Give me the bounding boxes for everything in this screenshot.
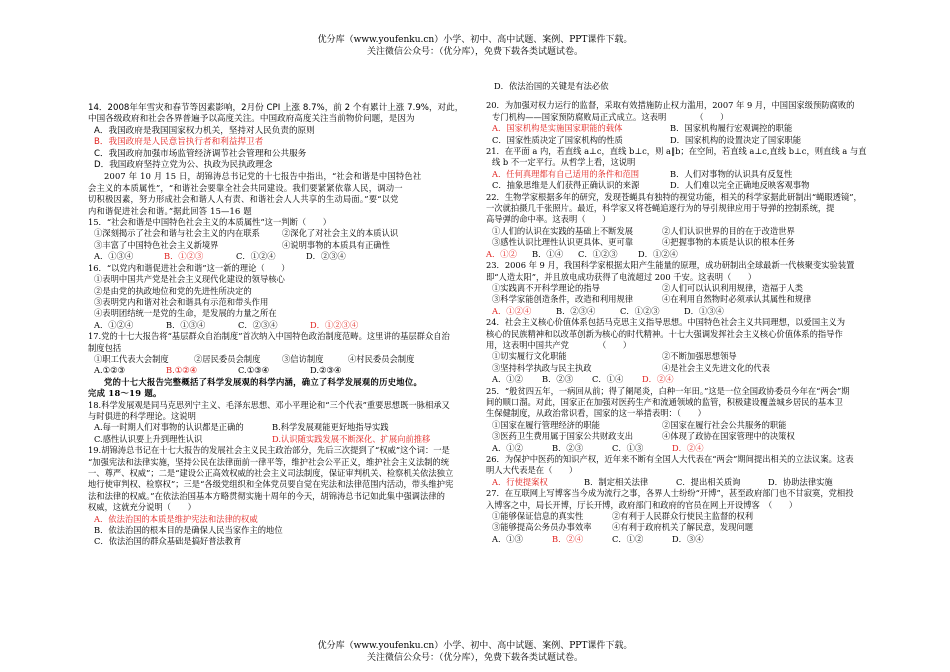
q18-option-a: A.每一时期人们对事物的认识都是正确的 xyxy=(94,422,244,433)
q22-item-3: ③感性认识比理性认识更具体、更可靠 xyxy=(492,237,634,248)
page-footer xyxy=(0,640,950,664)
intro-line3: 切积极因素，努力形成社会和谐人人有责、和谐社会人人共享的生动局面。”要“以党 xyxy=(88,194,399,205)
footer-line-2: 关注微信公众号：（优分库），免费下载各类试题试卷。 xyxy=(366,653,583,663)
q22-option-a: A．①② xyxy=(486,248,517,259)
header-line-2: 关注微信公众号：（优分库），免费下载各类试题试卷。 xyxy=(366,47,583,57)
q27-item-3: ③能够提高公务员办事效率 xyxy=(492,522,592,533)
q27-option-d: D．③④ xyxy=(672,533,704,544)
q25-stem-line2: 间的顺口溜。对此，国家正在加强对医药生产和流通领域的监管，积极建设覆盖城乡居民的基本卫 xyxy=(486,396,843,407)
q18-option-d: D.认识随实践发展不断深化、扩展向前推移 xyxy=(272,433,431,444)
q16-stem: 16．“以党内和谐促进社会和谐”这一新的理论（ ） xyxy=(88,262,290,273)
q16-item-4: ④表明团结统一是党的生命，是发展的力量之所在 xyxy=(94,308,277,319)
question-17 xyxy=(88,331,476,377)
q22-option-d: D．①②④ xyxy=(638,248,678,259)
q17-item-3: ③信访制度 xyxy=(282,353,324,364)
q19-stem-line4: 地行使审判权、检察权”；三是“各级党组织和全体党员要自觉在宪法和法律范围内活动，带头维护宪 xyxy=(88,479,454,490)
q14-option-d: D．我国政府坚持立党为公、执政为民执政理念 xyxy=(94,160,273,171)
q25-stem-line3: 生保健制度，从政治常识看，国家的这一举措表明：（ ） xyxy=(486,408,706,419)
q20-option-c: C．国家性质决定了国家机构的性质 xyxy=(492,134,623,145)
q14-stem-line1: 14．2008年年雪灾和春节等因素影响，2月份 CPI 上涨 8.7%，前 2 个有累计上涨 7.9%，对此， xyxy=(88,103,464,113)
q23-option-b: B．②③④ xyxy=(556,305,596,316)
intro-passage xyxy=(88,171,476,217)
q24-item-4: ④是社会主义先进文化的代表 xyxy=(662,362,770,373)
q17-item-1: ①职工代表大会制度 xyxy=(94,353,169,364)
question-15 xyxy=(88,217,476,263)
q16-option-c: C．②③④ xyxy=(238,319,278,330)
q27-stem-line2: 入博客之中，局长开博，厅长开博，政府部门和政府的官员在网上开设博客 （ ） xyxy=(486,499,798,510)
q25-item-1: ①国家在履行管理经济的职能 xyxy=(492,419,600,430)
q25-option-d: D．②④ xyxy=(672,442,704,453)
q16-option-d: D．①②③④ xyxy=(310,319,359,330)
question-24 xyxy=(486,317,866,385)
q27-stem-line1: 27．在互联网上写博客当今成为流行之事，各界人士纷纷“开博”，甚至政府部门也不甘寂寞，党相投 xyxy=(486,488,854,499)
question-22 xyxy=(486,192,866,260)
q17-option-d: D.②③④ xyxy=(310,365,342,376)
q24-item-3: ③坚持科学执政与民主执政 xyxy=(492,362,592,373)
q26-option-d: D．协助法律实施 xyxy=(768,476,833,487)
q15-stem: 15．“社会和谐是中国特色社会主义的本质属性”这一判断（ ） xyxy=(88,217,332,228)
q24-option-c: C．①④ xyxy=(592,374,624,385)
q14-option-b: B．我国政府是人民意旨执行者和利益捍卫者 xyxy=(94,137,264,148)
page-header xyxy=(0,34,950,58)
q17-option-c: C.①③④ xyxy=(238,365,270,376)
q21-option-c: C．抽象思维是人们获得正确认识的来源 xyxy=(492,180,640,191)
q19-option-c: C．依法治国的群众基础是搞好普法教育 xyxy=(94,536,242,547)
q22-option-c: C．①②③ xyxy=(578,248,618,259)
q25-option-a: A．①② xyxy=(492,442,523,453)
q17-item-4: ④村民委员会制度 xyxy=(348,353,415,364)
q25-option-b: B．②③ xyxy=(552,442,583,453)
question-18 xyxy=(88,400,476,446)
q19-option-b: B．依法治国的根本目的是确保人民当家作主的地位 xyxy=(94,525,283,536)
question-21 xyxy=(486,146,866,192)
q22-stem-line1: 22．生物学家根据多年的研究，发现苍蝇具有独特的视觉功能，相关的科学家据此研制出“蝇眼透镜”， xyxy=(486,191,862,202)
q25-item-3: ③医药卫生费用属于国家公共财政支出 xyxy=(492,431,634,442)
q24-stem-line2: 核心的民族精神和以改革创新为核心的时代精神。十七大强调发挥社会主义核心价值体系的指导作 xyxy=(486,328,843,339)
question-25 xyxy=(486,386,866,454)
q16-item-3: ③表明党内和谐对社会和谐具有示范和带头作用 xyxy=(94,296,269,307)
q20-option-d: D．国家机构的设置决定了国家职能 xyxy=(670,134,802,145)
q24-item-2: ②不断加强思想领导 xyxy=(662,351,737,362)
q22-stem-line2: 一次就拍摄几千张照片。最近，科学家又将苍蝇追逐行为的导引规律应用于导弹的控制系统，提 xyxy=(486,203,835,214)
q19-stem-line2: “加强宪法和法律实施，坚持公民在法律面前一律平等，维护社会公平正义，维护社会主义法制的统 xyxy=(88,456,450,467)
q18-stem-line1: 18.科学发展观是同马克思列宁主义、毛泽东思想、邓小平理论和“三个代表”重要思想既一脉相承又 xyxy=(88,399,450,410)
q21-option-b: B．人们对事物的认识具有反复性 xyxy=(670,168,793,179)
q15-item-1: ①深刻揭示了社会和谐与社会主义的内在联系 xyxy=(94,228,260,239)
q25-item-4: ④体现了政协在国家管理中的决策权 xyxy=(662,431,795,442)
question-16 xyxy=(88,263,476,331)
q15-option-d: D．②③④ xyxy=(306,251,346,262)
q26-option-c: C．提出相关质询 xyxy=(676,476,741,487)
q27-option-b: B．②④ xyxy=(552,533,583,544)
q22-stem-line3: 高导弹的命中率。这表明（ ） xyxy=(486,214,611,225)
q16-option-b: B．①③④ xyxy=(166,319,206,330)
question-14 xyxy=(88,103,476,171)
q20-option-a: A．国家机构是实施国家职能的载体 xyxy=(492,123,623,134)
q24-option-a: A．①② xyxy=(492,374,523,385)
question-23 xyxy=(486,260,866,317)
q15-option-b: B．①②③ xyxy=(164,251,204,262)
intro-line2: 会主义的本质属性”，“和谐社会要靠全社会共同建设。我们要紧紧依靠人民，调动一 xyxy=(88,182,403,193)
left-column xyxy=(88,81,476,548)
q15-option-c: C．①②④ xyxy=(236,251,276,262)
q15-item-2: ②深化了对社会主义的本质认识 xyxy=(282,228,399,239)
passage-line1: 党的十七大报告完整概括了科学发展观的科学内涵，确立了科学发展观的历史地位。 xyxy=(104,376,423,387)
q22-item-4: ④把握事物的本质是认识的根本任务 xyxy=(662,237,795,248)
q26-stem-line2: 明人大代表是在（ ） xyxy=(486,465,578,476)
q16-item-2: ②是由党的执政地位和党的先进性所决定的 xyxy=(94,285,252,296)
header-line-1: 优分库（www.youfenku.cn）小学、初中、高中试题、案例、PPT课件下载。 xyxy=(317,35,633,45)
q17-item-2: ②居民委员会制度 xyxy=(194,353,261,364)
q18-option-c: C.感性认识要上升到理性认识 xyxy=(94,433,203,444)
q22-option-b: B．①④ xyxy=(532,248,563,259)
q27-item-2: ②有利于人民群众行使民主监督的权利 xyxy=(612,511,754,522)
q27-item-4: ④有利于政府机关了解民意，发现问题 xyxy=(612,522,754,533)
q23-stem-line1: 23．2006 年 9 月，我国科学家根据太阳产生能量的原理，成功研制出全球最新一代核聚变实验装置 xyxy=(486,260,855,271)
q19-stem-line5: 法和法律的权威。”在依法治国基本方略贯彻实施十周年的今天，胡锦涛总书记如此集中强调法律的 xyxy=(88,490,445,501)
q26-option-a: A．行使提案权 xyxy=(492,476,548,487)
q25-option-c: C．①③ xyxy=(612,442,644,453)
intro-line4: 内和谐促进社会和谐。”据此回答 15—16 题 xyxy=(88,205,252,216)
q19-stem-line1: 19.胡锦涛总书记在十七大报告的发展社会主义民主政治部分，先后三次提到了“权威”这个词：一是 xyxy=(88,445,450,456)
q14-option-c: C．我国政府加强市场监管经济调节社会管理和公共服务 xyxy=(94,148,307,159)
q20-stem-line1: 20．为加强对权力运行的监督，采取有效措施防止权力滥用，2007 年 9 月，中国国家级预防腐败的 xyxy=(486,100,855,111)
q18-option-b: B.科学发展观能更好地指导实践 xyxy=(272,422,389,433)
q23-item-4: ④在利用自然物时必须承认其属性和规律 xyxy=(662,294,812,305)
q15-item-3: ③丰富了中国特色社会主义新境界 xyxy=(94,239,219,250)
q24-stem-line1: 24．社会主义核心价值体系包括马克思主义指导思想。中国特色社会主义共同理想，以爱国主义为 xyxy=(486,317,846,328)
q18-stem-line2: 与时俱进的科学理论。这说明 xyxy=(88,410,196,421)
q22-item-2: ②人们认识世界的目的在于改造世界 xyxy=(662,225,795,236)
q23-item-1: ①实践离不开科学理论的指导 xyxy=(492,282,600,293)
q24-option-d: D．②④ xyxy=(642,374,674,385)
intro-line1: 2007 年 10 月 15 日，胡锦涛总书记党的十七报告中指出，“社会和谐是中国特色社 xyxy=(104,171,422,182)
q17-stem-line1: 17.党的十七大报告将“基层群众自治制度”首次纳入中国特色政治制度范畴。这里讲的基层群众自治 xyxy=(88,331,450,342)
q21-stem-line1: 21．在平面 a 内，若直线 a⊥c，直线 b⊥c，则 a‖b；在空间，若直线 a⊥c,直线 b⊥c，则直线 a 与直 xyxy=(486,146,867,157)
q27-option-c: C．①② xyxy=(612,533,644,544)
q24-stem-line3: 用，这表明中国共产党 （ ） xyxy=(486,339,632,350)
q26-option-b: B．制定相关法律 xyxy=(584,476,649,487)
q15-option-a: A．①③④ xyxy=(94,251,134,262)
passage-line2: 完成 18～19 题。 xyxy=(88,388,162,399)
question-20 xyxy=(486,100,866,146)
q27-option-a: A．①③ xyxy=(492,533,523,544)
q25-item-2: ②国家在履行社会公共服务的职能 xyxy=(662,419,787,430)
q23-stem-line2: 即“人造太阳”，并且放电成功获得了电流超过 200 千安。这表明（ ） xyxy=(486,271,757,282)
q14-stem-line2: 中国各级政府和社会各界普遍予以高度关注。中国政府高度关注当前物价问题，是因为 xyxy=(88,114,415,125)
q24-item-1: ①切实履行文化职能 xyxy=(492,351,567,362)
right-column xyxy=(486,81,866,545)
footer-line-1: 优分库（www.youfenku.cn）小学、初中、高中试题、案例、PPT课件下载。 xyxy=(317,641,633,651)
q14-option-a: A．我国政府是我国国家权力机关，坚持对人民负责的原则 xyxy=(94,125,315,136)
q27-item-1: ①能够保证信息的真实性 xyxy=(492,511,584,522)
q20-option-b: B．国家机构履行宏观调控的职能 xyxy=(670,123,793,134)
q26-stem-line1: 26．为保护中医药的知识产权，近年来不断有全国人大代表在“两会”期间提出相关的立法议案。这表 xyxy=(486,454,854,464)
q24-option-b: B．②③ xyxy=(542,374,573,385)
q21-stem-line2: 线 b 不一定平行。从哲学上看，这说明 xyxy=(492,157,636,168)
q21-option-d: D．人们难以完全正确地反映客观事物 xyxy=(670,180,810,191)
q19-stem-line3: 一、尊严、权威”；二是“建设公正高效权威的社会主义司法制度，保证审判机关、检察机关依法独立 xyxy=(88,468,454,478)
q16-option-a: A．①②④ xyxy=(94,319,134,330)
question-26 xyxy=(486,454,866,488)
q17-option-b: B.①②④ xyxy=(166,365,198,376)
q23-option-c: C．①②③ xyxy=(620,305,660,316)
q19-option-d: D．依法治国的关键是有法必依 xyxy=(494,81,609,91)
q22-item-1: ①人们的认识在实践的基础上不断发展 xyxy=(492,225,634,236)
question-19 xyxy=(88,445,476,548)
q16-item-1: ①表明中国共产党是社会主义现代化建设的领导核心 xyxy=(94,274,285,285)
q23-option-a: A．①②④ xyxy=(492,305,532,316)
question-27 xyxy=(486,488,866,545)
q23-option-d: D．①③④ xyxy=(684,305,724,316)
q25-stem-line1: 25．“般贫四五年，一病回从前；得了阑尾炎，白种一年田。”这是一位全国政协委员今年在“两会”期 xyxy=(486,385,850,396)
q19-option-a: A．依法治国的本质是维护宪法和法律的权威 xyxy=(94,513,258,524)
q23-item-3: ③科学家能创造条件，改造和利用规律 xyxy=(492,294,634,305)
q21-option-a: A．任何真理都有自己适用的条件和范围 xyxy=(492,168,640,179)
q23-item-2: ②人们可以认识利用规律，造福于人类 xyxy=(662,282,804,293)
q17-option-a: A.①②③ xyxy=(94,365,125,376)
passage-18-19 xyxy=(88,377,476,400)
q17-stem-line2: 制度包括 xyxy=(88,342,122,353)
q20-stem-line2: 专门机构——国家预防腐败局正式成立。这表明 （ ） xyxy=(492,111,729,122)
q15-item-4: ④说明事物的本质具有正确性 xyxy=(282,239,390,250)
q19-stem-line6: 权威，这就充分说明（ ） xyxy=(88,502,196,513)
